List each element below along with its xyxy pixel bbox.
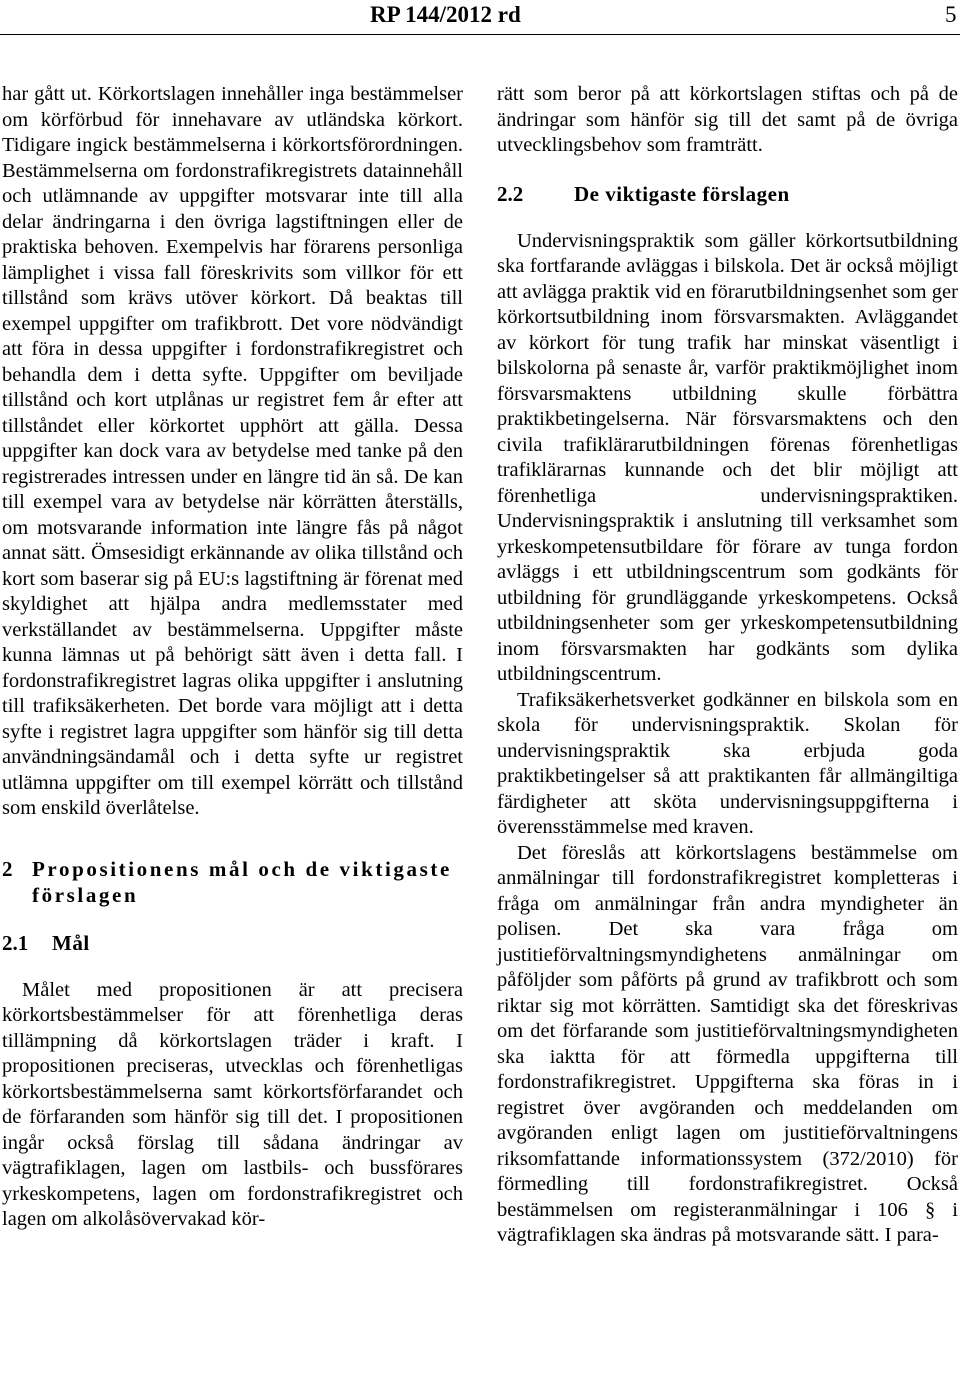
section-number: 2.2	[497, 181, 524, 206]
section-title: Propositionens mål och de viktigaste förslagen	[32, 856, 452, 907]
page-header	[0, 0, 960, 40]
paragraph: har gått ut. Körkortslagen innehåller inga bestämmelser om körförbud för innehavare av utländska körkort. Tidigare ingick bestämmelserna i körkortsförordningen. Bestämmelserna om fordonstrafikregistrets datainnehåll och utlämnande av uppgifter motsvarar inte till alla delar ändringarna i den övriga lagstiftningen eller de praktiska behoven. Exempelvis har förarens personliga lämplighet i vissa fall föreskrivits som villkor för ett tillstånd som krävs utöver körkort. Då beaktas till exempel uppgifter om trafikbrott. Det vore nödvändigt att föra in dessa uppgifter i fordonstrafikregistret och behandla dem i detta syfte. Uppgifter om beviljade tillstånd och kort utplånas ur registret fem år efter att tillståndet eller körkortet upphört att gälla. Dessa uppgifter kan dock vara av betydelse med tanke på den registrerades intressen under en längre tid än så. De kan till exempel vara av betydelse när körrätten återställs, om motsvarande information inte längre fås på något annat sätt. Ömsesidigt erkännande av olika tillstånd och kort som baserar sig på EU:s lagstiftning är förenat med skyldighet att hjälpa andra medlemsstater med verkställandet av bestämmelserna. Uppgifter måste kunna lämnas ut på behörigt sätt även i detta fall. I fordonstrafikregistret lagras olika uppgifter i anslutning till trafiksäkerheten. Det borde vara möjligt att i detta syfte i registret lagra uppgifter som hänför sig till detta användningsändamål och i detta syfte ur registret utlämna uppgifter om till exempel körrätt och tillstånd som enskild överlåtelse.	[2, 83, 463, 819]
paragraph: Undervisningspraktik som gäller körkortsutbildning ska fortfarande avläggas i bilskola. Det är också möjligt att avlägga praktik vid en förarutbildningsenhet som ger körkortsutbildning inom försvarsmakten. Avläggandet av körkort för tung trafik har minskat väsentligt i bilskolorna på senaste år, varför praktikmöjlighet inom försvarsmaktens utbildning skulle förbättra praktikbetingelserna. När försvarsmaktens och den civila trafiklärarutbildningen förenas förenhetligas trafiklärarnas kunnande och det blir möjligt att förenhetliga undervisningspraktiken. Undervisningspraktik i anslutning till verksamhet som yrkeskompetensutbildare för förare av tunga fordon avläggs i ett utbildningscentrum som godkänts för utbildning för grundläggande yrkeskompetens. Också utbildningsenheter som ger yrkeskompetensutbildning inom försvarsmakten har godkänts som dylika utbildningscentrum.	[497, 229, 958, 685]
paragraph: Trafiksäkerhetsverket godkänner en bilskola som en skola för undervisningspraktik. Skolan för undervisningspraktik ska erbjuda goda praktikbetingelser så att praktikanten får allmängiltiga färdigheter att sköta undervisningsuppgifterna i överensstämmelse med kraven.	[497, 688, 958, 838]
header-rule	[0, 34, 960, 35]
document-id: RP 144/2012 rd	[370, 2, 521, 27]
paragraph: Det föreslås att körkortslagens bestämmelse om anmälningar till fordonstrafikregistret kompletteras i fråga om anmälningar från andra myndigheter än polisen. Det ska vara fråga om justitieförvaltningsmyndighetens anmälningar om påföljder som påförts på grund av trafikbrott och som riktar sig mot körrätten. Samtidigt ska det föreskrivas om det förfarande som justitieförvaltningsmyndigheten ska iaktta för att förmedla uppgifterna till fordonstrafikregistret. Uppgifterna ska föras in i registret över avgöranden och meddelanden om avgöranden enligt lagen om justitieförvaltningens riksomfattande informationssystem (372/2010) för förmedling till fordonstrafikregistret. Också bestämmelsen om registeranmälningar i 106 § i vägtrafiklagen ska ändras på motsvarande sätt. I para-	[497, 841, 958, 1246]
page-number: 5	[945, 2, 957, 27]
section-number: 2	[2, 856, 13, 881]
section-heading-2-2	[497, 181, 958, 207]
section-title: Mål	[52, 930, 90, 955]
paragraph: rätt som beror på att körkortslagen stiftas och på de ändringar som hänför sig till det samt på de övriga utvecklingsbehov som framträtt.	[497, 83, 958, 156]
section-number: 2.1	[2, 930, 29, 955]
section-title: De viktigaste förslagen	[574, 181, 790, 206]
section-heading-2-1	[2, 930, 463, 956]
paragraph: Målet med propositionen är att precisera körkortsbestämmelser för att förenhetliga deras tillämpning då körkortslagen träder i kraft. I propositionen preciseras, utvecklas och förenhetligas körkortsbestämmelserna samt körkortsförfarandet och de förfaranden som hänför sig till det. I propositionen ingår också förslag till sådana ändringar av vägtrafiklagen, lagen om lastbils- och bussförares yrkeskompetens, lagen om fordonstrafikregistret och lagen om alkolåsövervakad kör-	[2, 978, 463, 1230]
right-column	[497, 82, 958, 1249]
left-column	[2, 82, 463, 1233]
section-heading-2	[2, 856, 463, 908]
